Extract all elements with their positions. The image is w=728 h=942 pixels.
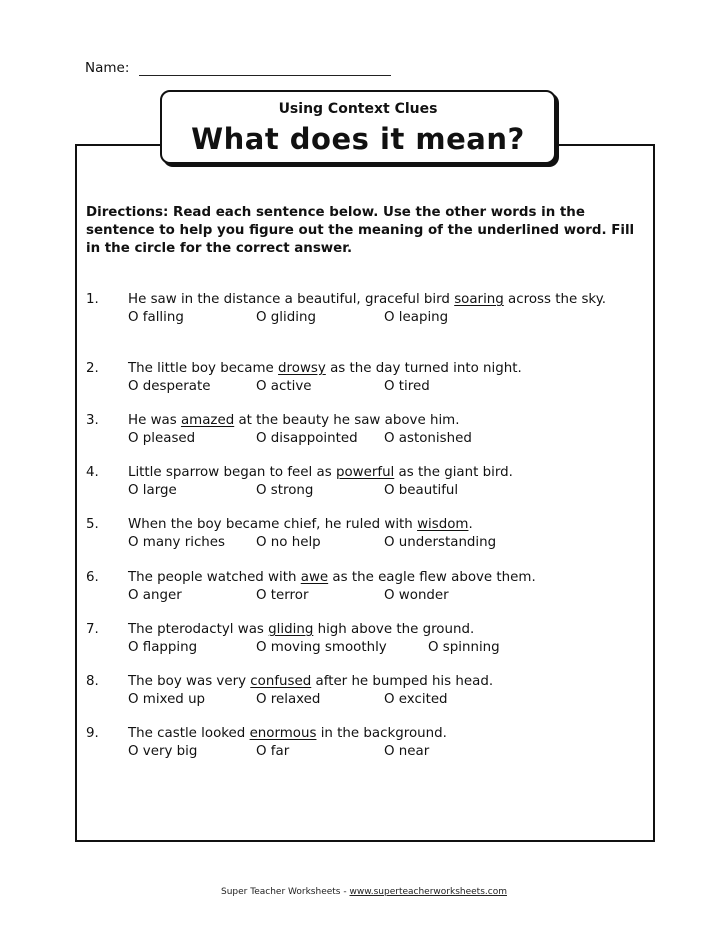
answer-option[interactable]: O no help [256, 534, 321, 550]
question-sentence [128, 569, 628, 587]
question-number: 8. [86, 674, 99, 689]
question-item [86, 360, 646, 396]
answer-option[interactable]: O near [384, 743, 430, 759]
underlined-word: awe [300, 570, 329, 585]
answer-options [128, 482, 646, 500]
question-number: 9. [86, 726, 99, 741]
answer-options [128, 378, 646, 396]
question-number: 4. [86, 465, 99, 480]
question-item [86, 412, 646, 448]
sentence-end: high above the ground. [313, 622, 475, 637]
answer-option[interactable]: O large [128, 482, 177, 498]
answer-options [128, 743, 646, 761]
question-number: 1. [86, 292, 99, 307]
footer-brand: Super Teacher Worksheets [221, 887, 341, 897]
answer-option[interactable]: O mixed up [128, 691, 206, 707]
underlined-word: enormous [249, 726, 317, 741]
sentence-end: . [468, 517, 473, 532]
question-sentence [128, 621, 628, 639]
name-field[interactable] [85, 60, 391, 76]
sentence-end: after he bumped his head. [311, 674, 494, 689]
underlined-word: powerful [335, 465, 395, 480]
sentence-end: at the beauty he saw above him. [234, 413, 460, 428]
question-item [86, 569, 646, 605]
answer-option[interactable]: O active [256, 378, 312, 394]
question-number: 6. [86, 570, 99, 585]
sentence-end: across the sky. [503, 292, 606, 307]
sentence-start: The boy was very [128, 674, 251, 689]
title-box [160, 90, 556, 164]
answer-options [128, 587, 646, 605]
answer-options [128, 430, 646, 448]
answer-options [128, 534, 646, 552]
sentence-end: as the eagle flew above them. [328, 570, 536, 585]
directions-text: Directions: Read each sentence below. Use the other words in the sentence to help you figure out the meaning of the underlined word. Fill in the circle for the correct answer. [86, 205, 635, 256]
question-number: 5. [86, 517, 99, 532]
answer-option[interactable]: O leaping [384, 309, 449, 325]
underlined-word: confused [250, 674, 312, 689]
question-item [86, 673, 646, 709]
sentence-start: The little boy became [128, 361, 279, 376]
question-number: 3. [86, 413, 99, 428]
answer-option[interactable]: O many riches [128, 534, 226, 550]
sentence-start: The people watched with [128, 570, 301, 585]
sentence-start: When the boy became chief, he ruled with [128, 517, 418, 532]
question-sentence [128, 516, 628, 534]
answer-options [128, 691, 646, 709]
answer-option[interactable]: O beautiful [384, 482, 459, 498]
footer-url-link[interactable]: www.superteacherworksheets.com [349, 887, 507, 897]
answer-option[interactable]: O anger [128, 587, 182, 603]
underlined-word: gliding [268, 622, 314, 637]
sentence-end: in the background. [316, 726, 447, 741]
answer-option[interactable]: O astonished [384, 430, 472, 446]
answer-option[interactable]: O terror [256, 587, 309, 603]
answer-option[interactable]: O tired [384, 378, 430, 394]
question-sentence [128, 725, 628, 743]
sentence-end: as the giant bird. [394, 465, 513, 480]
question-sentence [128, 360, 628, 378]
sentence-end: as the day turned into night. [325, 361, 522, 376]
sentence-start: He saw in the distance a beautiful, graceful bird [128, 292, 455, 307]
answer-option[interactable]: O understanding [384, 534, 497, 550]
question-item [86, 464, 646, 500]
answer-options [128, 639, 646, 657]
question-sentence [128, 673, 628, 691]
underlined-word: amazed [180, 413, 235, 428]
footer-separator: - [340, 887, 350, 897]
question-item [86, 291, 646, 327]
underlined-word: soaring [454, 292, 504, 307]
sentence-start: The pterodactyl was [128, 622, 269, 637]
worksheet-subtitle: Using Context Clues [278, 101, 438, 117]
question-item [86, 516, 646, 552]
question-sentence [128, 291, 628, 309]
answer-option[interactable]: O gliding [256, 309, 316, 325]
question-sentence [128, 464, 628, 482]
answer-option[interactable]: O strong [256, 482, 314, 498]
answer-option[interactable]: O far [256, 743, 290, 759]
question-sentence [128, 412, 628, 430]
question-number: 7. [86, 622, 99, 637]
sentence-start: The castle looked [128, 726, 250, 741]
answer-option[interactable]: O very big [128, 743, 198, 759]
answer-option[interactable]: O excited [384, 691, 448, 707]
answer-options [128, 309, 646, 327]
question-item [86, 725, 646, 761]
answer-option[interactable]: O wonder [384, 587, 449, 603]
answer-option[interactable]: O moving smoothly [256, 639, 387, 655]
sentence-start: Little sparrow began to feel as [128, 465, 336, 480]
answer-option[interactable]: O spinning [428, 639, 500, 655]
underlined-word: wisdom [417, 517, 469, 532]
name-label: Name: [85, 60, 130, 76]
footer [0, 887, 728, 897]
worksheet-title: What does it mean? [191, 122, 525, 156]
answer-option[interactable]: O flapping [128, 639, 198, 655]
answer-option[interactable]: O falling [128, 309, 184, 325]
underlined-word: drowsy [278, 361, 326, 376]
question-item [86, 621, 646, 657]
answer-option[interactable]: O desperate [128, 378, 211, 394]
answer-option[interactable]: O relaxed [256, 691, 321, 707]
answer-option[interactable]: O disappointed [256, 430, 358, 446]
question-number: 2. [86, 361, 99, 376]
answer-option[interactable]: O pleased [128, 430, 196, 446]
name-blank-line[interactable] [139, 61, 391, 76]
sentence-start: He was [128, 413, 181, 428]
